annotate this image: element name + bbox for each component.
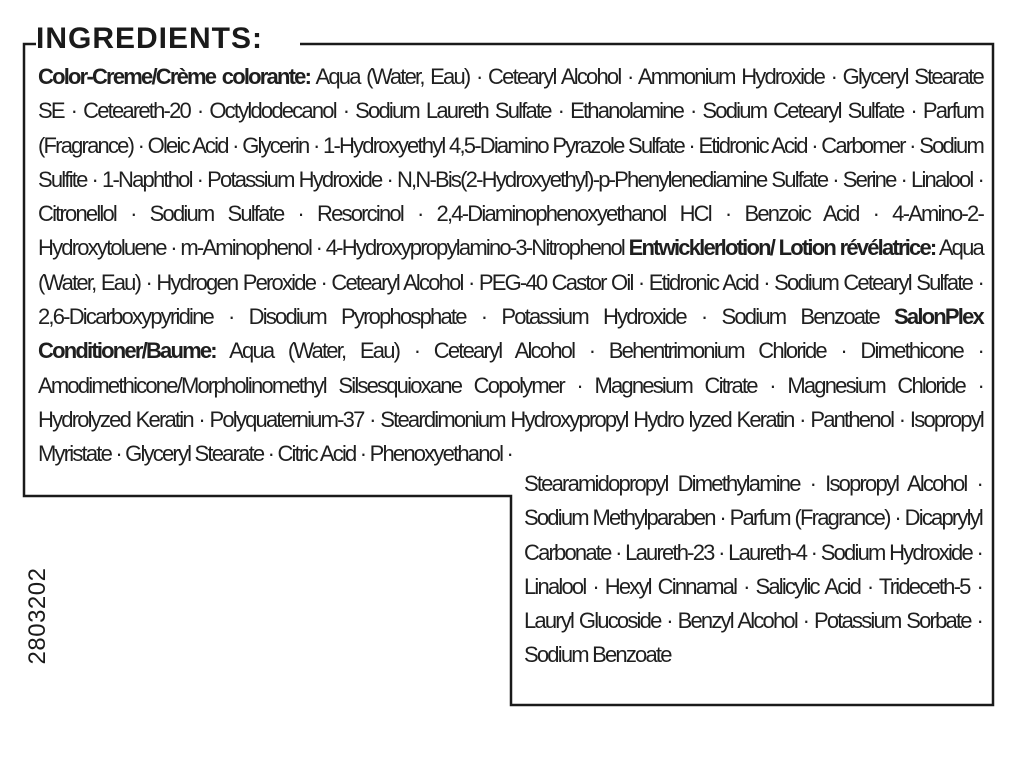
conditioner-label: SalonPlex Conditioner/Baume:: [38, 304, 983, 364]
color-creme-ingredients: Aqua (Water, Eau) · Cetearyl Alcohol · Ammonium Hydroxide · Glyceryl Stearate SE · Ceteareth-20 · Octyldodecanol · Sodium Laureth Sulfate · Ethanolamine · Sodium Cetearyl Sulfate · Parfum (Fragrance) · Oleic Acid · Glycerin · 1-Hydroxyethyl 4,5-Diamino Pyrazole Sulfate · Etidronic Acid · Carbomer · Sodium Sulfite · 1-Naphthol · Potassium Hydroxide · N,N-Bis(2-Hydroxyethyl)-p-Phenylenediamine Sulfate · Serine · Linalool · Citronellol · Sodium Sulfate · Resorcinol · 2,4-Diaminophenoxyethanol HCl · Benzoic Acid · 4-Amino-2-Hydroxytoluene · m-Aminophenol · 4-Hydroxypropylamino-3-Nitrophenol: [38, 64, 983, 261]
ingredients-main-text: [38, 60, 983, 472]
conditioner-ingredients: Aqua (Water, Eau) · Cetearyl Alcohol · Behentrimonium Chloride · Dimethicone · Amodimethicone/Morpholinomethyl Silsesquioxane Copolymer · Magnesium Citrate · Magnesium Chloride · Hydrolyzed Keratin · Polyquaternium-37 · Steardimonium Hydroxypropyl Hydro lyzed Keratin · Panthenol · Isopropyl Myristate · Glyceryl Stearate · Citric Acid · Phenoxyethanol ·: [38, 338, 983, 467]
conditioner-ingredients-continued: Stearamidopropyl Dimethylamine · Isopropyl Alcohol · Sodium Methylparaben · Parfum (Fragrance) · Dicaprylyl Carbonate · Laureth-23 · Laureth-4 · Sodium Hydroxide · Linalool · Hexyl Cinnamal · Salicylic Acid · Trideceth-5 · Lauryl Glucoside · Benzyl Alcohol · Potassium Sorbate · Sodium Benzoate: [524, 471, 982, 668]
product-code-text: 2803202: [24, 567, 51, 665]
product-code: [18, 556, 58, 676]
color-creme-label: Color-Creme/Crème colorante:: [38, 64, 311, 89]
developer-label: Entwicklerlotion/ Lotion révélatrice:: [628, 235, 936, 261]
ingredients-heading: INGREDIENTS:: [36, 21, 269, 57]
developer-ingredients: Aqua (Water, Eau) · Hydrogen Peroxide · Cetearyl Alcohol · PEG-40 Castor Oil · Etidronic Acid · Sodium Cetearyl Sulfate · 2,6-Dicarboxypyridine · Disodium Pyrophosphate · Potassium Hydroxide · Sodium Benzoate: [38, 235, 983, 330]
